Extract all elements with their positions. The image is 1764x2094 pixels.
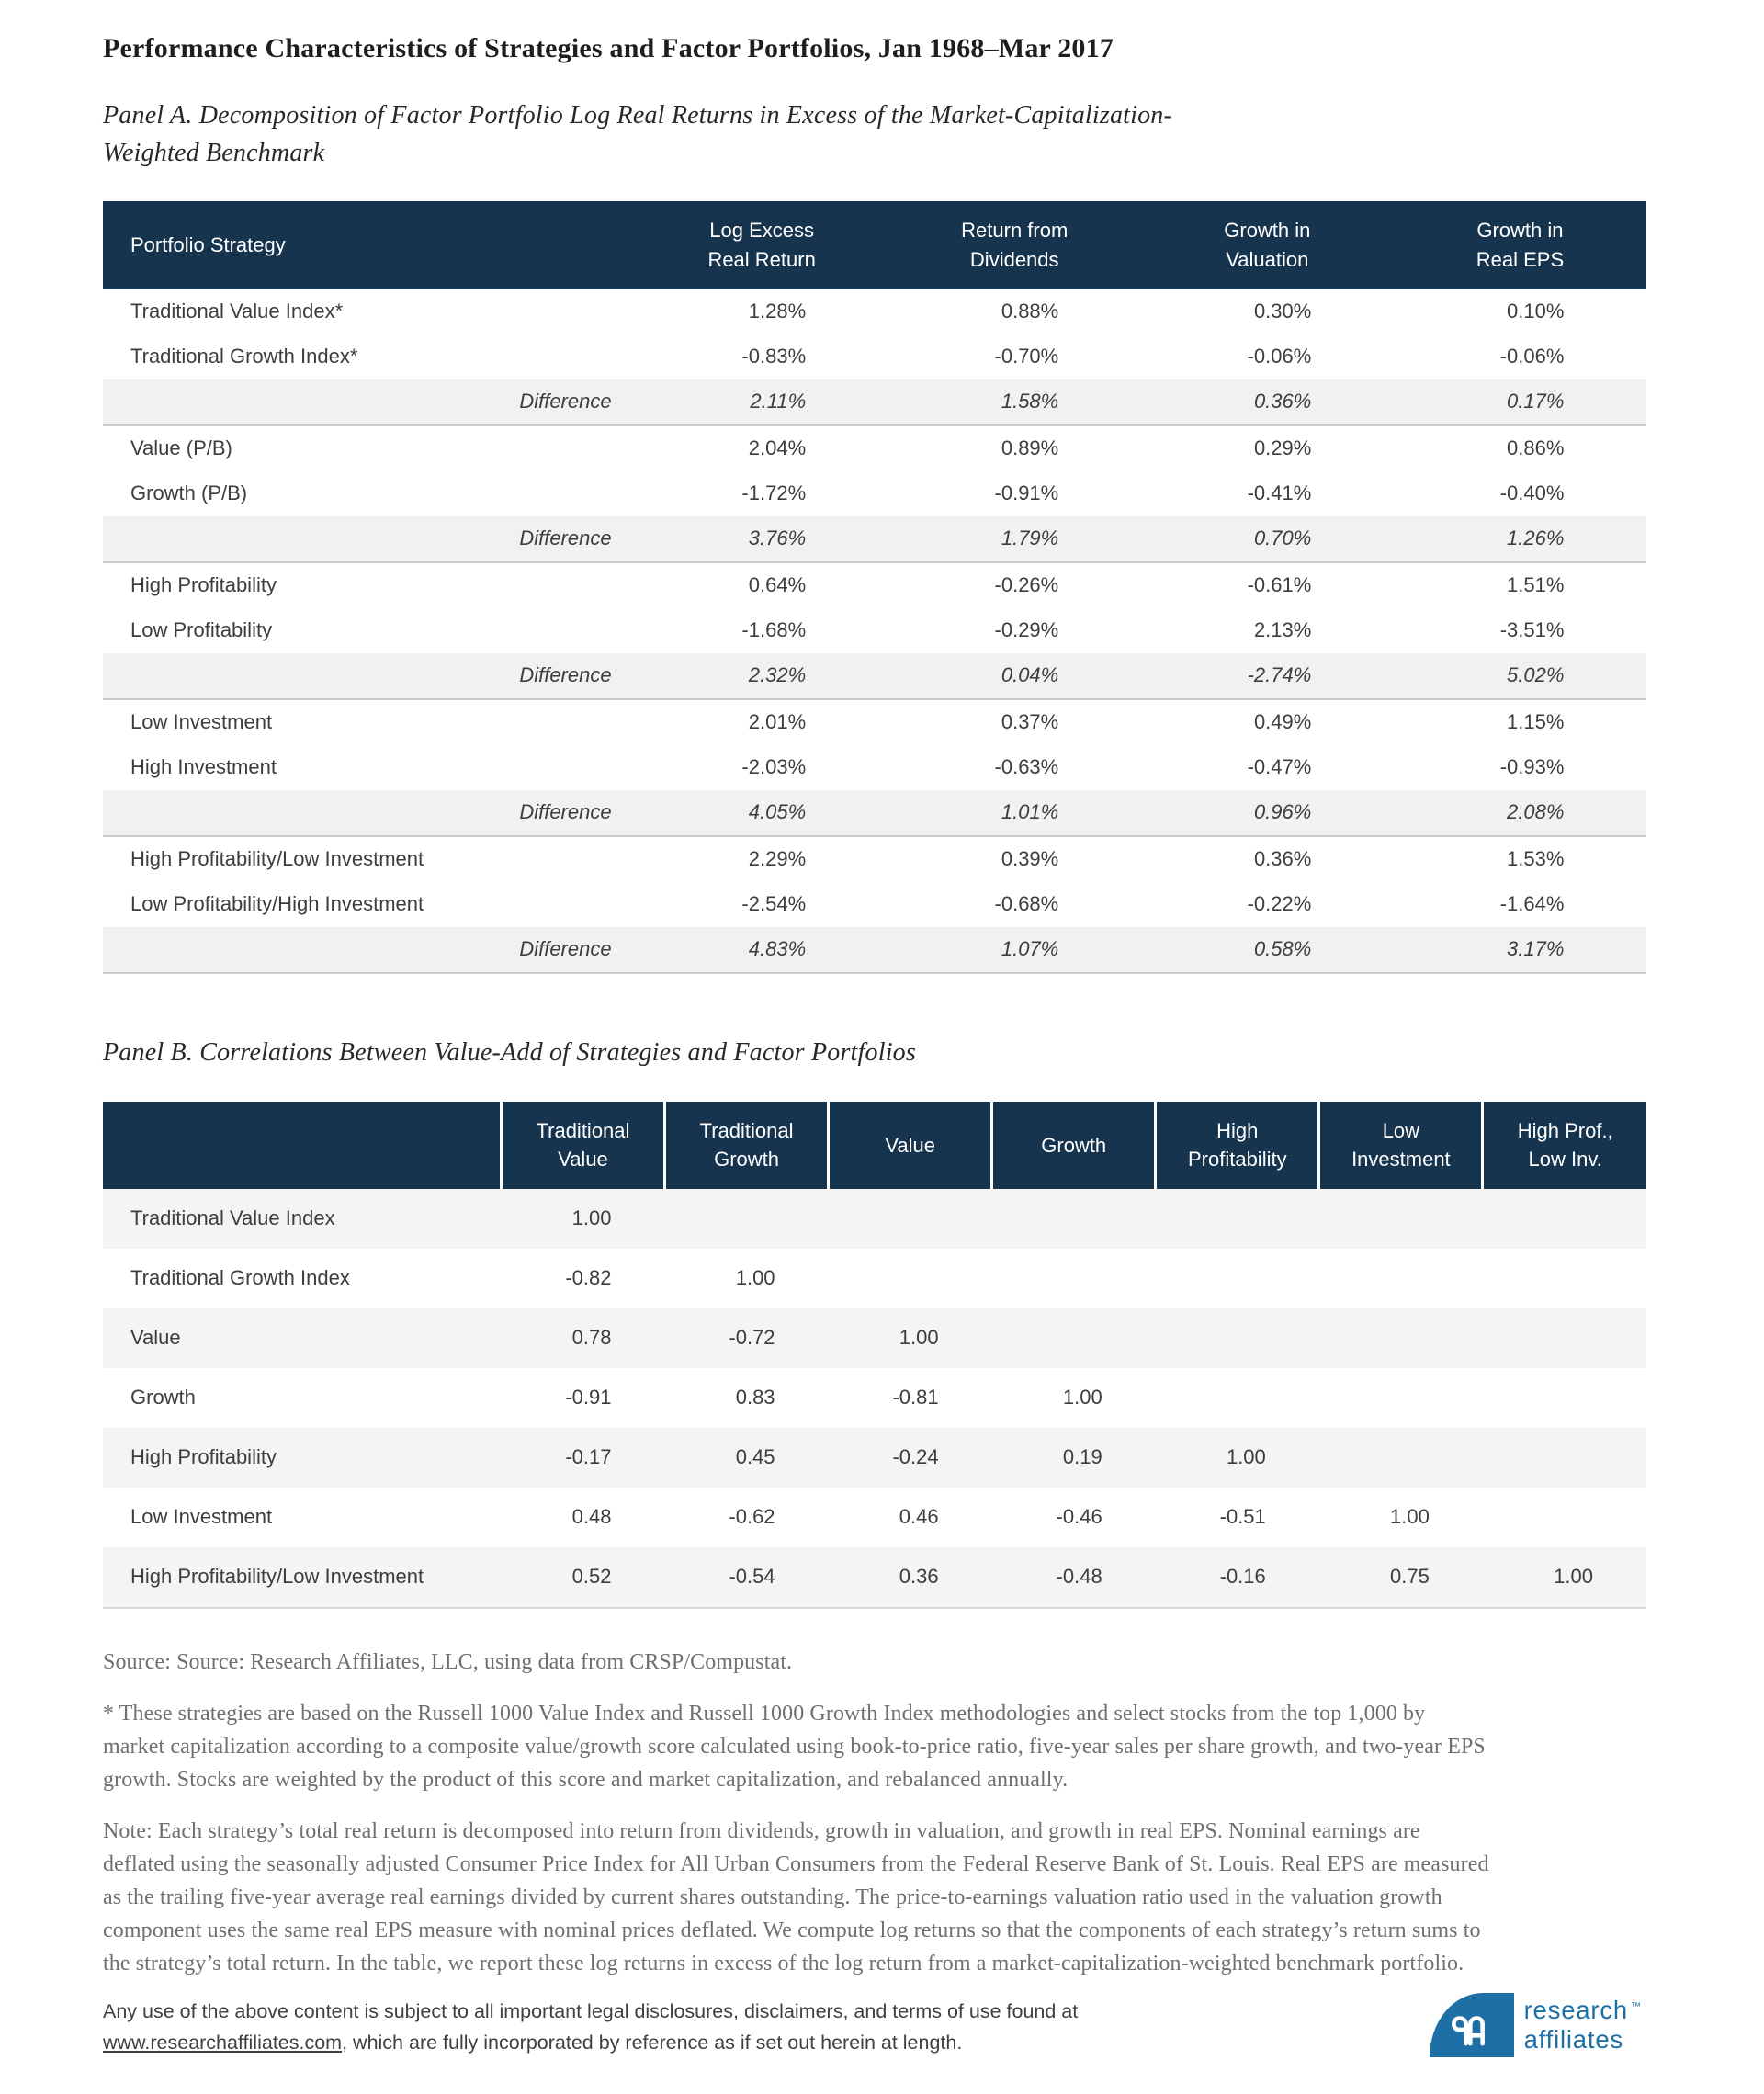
- row-label: Traditional Growth Index*: [130, 344, 358, 368]
- strategy-row: [103, 289, 1646, 334]
- column-header: [103, 1102, 501, 1190]
- value-cell: 1.00: [1554, 1565, 1593, 1589]
- value-cell: 1.00: [735, 1266, 775, 1290]
- value-cell: 1.00: [1062, 1386, 1102, 1409]
- disclaimer-text-before-link: Any use of the above content is subject to all important legal disclosures, disclaimers, and terms of use found at: [103, 2000, 1079, 2023]
- correlation-row: [103, 1547, 1646, 1608]
- value-cell: 2.13%: [1253, 617, 1312, 641]
- value-cell: -0.24: [892, 1445, 939, 1469]
- value-cell: -3.51%: [1499, 617, 1565, 641]
- value-cell: 3.76%: [748, 526, 807, 549]
- value-cell: 0.36%: [1253, 846, 1312, 870]
- value-cell: [1319, 1308, 1483, 1368]
- value-cell: 0.04%: [1001, 662, 1059, 686]
- value-cell: -0.22%: [1247, 891, 1312, 915]
- row-label: Traditional Value Index: [130, 1206, 335, 1230]
- research-affiliates-link[interactable]: www.researchaffiliates.com: [103, 2032, 343, 2054]
- value-cell: -0.48: [1056, 1565, 1102, 1589]
- panel-b-caption: Panel B. Correlations Between Value-Add of Strategies and Factor Portfolios: [103, 1037, 916, 1067]
- value-cell: -2.54%: [741, 891, 807, 915]
- row-label: Difference: [519, 526, 612, 549]
- value-cell: [1156, 1308, 1319, 1368]
- value-cell: 1.00: [899, 1326, 939, 1350]
- value-cell: 0.36%: [1253, 389, 1312, 413]
- value-cell: 0.64%: [748, 572, 807, 596]
- value-cell: [665, 1189, 829, 1249]
- value-cell: -0.51: [1219, 1505, 1266, 1529]
- difference-row: [103, 516, 1646, 562]
- strategy-row: [103, 334, 1646, 379]
- value-cell: 0.19: [1062, 1445, 1102, 1469]
- value-cell: [1156, 1249, 1319, 1308]
- value-cell: 0.37%: [1001, 709, 1059, 733]
- column-header: Growth in Real EPS: [1394, 201, 1646, 289]
- column-header: High Prof., Low Inv.: [1483, 1102, 1646, 1190]
- row-label: Growth: [130, 1386, 196, 1409]
- column-header: Traditional Growth: [665, 1102, 829, 1190]
- panel-b-table: [103, 1102, 1646, 1610]
- footer: [103, 1997, 1646, 2059]
- difference-row: [103, 927, 1646, 973]
- correlation-row: [103, 1488, 1646, 1547]
- value-cell: 2.32%: [748, 662, 807, 686]
- value-cell: 0.52: [571, 1565, 612, 1589]
- legal-disclaimer: [103, 1997, 1078, 2059]
- column-header: Growth in Valuation: [1141, 201, 1394, 289]
- value-cell: -0.72: [729, 1326, 775, 1350]
- row-label: Difference: [519, 389, 612, 413]
- value-cell: -2.74%: [1247, 662, 1312, 686]
- value-cell: -0.83%: [741, 344, 807, 368]
- row-label: Value (P/B): [130, 436, 232, 459]
- value-cell: 1.00: [571, 1206, 612, 1230]
- value-cell: [1483, 1189, 1646, 1249]
- logo-line-affiliates: affiliates: [1523, 2025, 1623, 2054]
- value-cell: 1.51%: [1507, 572, 1565, 596]
- value-cell: [829, 1189, 992, 1249]
- row-label: Low Profitability/High Investment: [130, 891, 424, 915]
- difference-row: [103, 790, 1646, 836]
- value-cell: [829, 1249, 992, 1308]
- panel-b-header: [103, 1102, 1646, 1190]
- source-note: Source: Source: Research Affiliates, LLC, using data from CRSP/Compustat.: [103, 1650, 793, 1675]
- footnote-methodology: Note: Each strategy’s total real return is decomposed into return from dividends, growth in valuation, and growth in real EPS. Nominal earnings are deflated using the seasonally adjusted Consumer Price Index for All Urban Consumers from the Federal Reserve Bank of St. Louis. Real EPS are measured as the trailing five-year average real earnings divided by current shares outstanding. The price-to-earnings valuation ratio used in the valuation growth component uses the same real EPS measure with nominal prices deflated. We compute log returns so that the components of each strategy’s return sums to the strategy’s total return. In the table, we report these log returns in excess of the log return from a market-capitalization-weighted benchmark portfolio.: [103, 1819, 1489, 1976]
- value-cell: 0.58%: [1253, 936, 1312, 960]
- value-cell: 4.05%: [748, 799, 807, 823]
- row-label: Low Profitability: [130, 617, 273, 641]
- value-cell: -0.47%: [1247, 754, 1312, 778]
- value-cell: [992, 1189, 1156, 1249]
- strategy-row: [103, 745, 1646, 790]
- value-cell: 0.45: [735, 1445, 775, 1469]
- value-cell: 4.83%: [748, 936, 807, 960]
- value-cell: -0.91: [565, 1386, 612, 1409]
- row-label: Difference: [519, 799, 612, 823]
- row-label: Traditional Growth Index: [130, 1266, 350, 1290]
- column-header: Log Excess Real Return: [636, 201, 888, 289]
- value-cell: -0.46: [1056, 1505, 1102, 1529]
- correlation-row: [103, 1368, 1646, 1428]
- value-cell: 0.86%: [1507, 436, 1565, 459]
- column-header: Traditional Value: [501, 1102, 664, 1190]
- value-cell: -0.06%: [1499, 344, 1565, 368]
- panel-a-body: [103, 289, 1646, 973]
- trademark-symbol: ™: [1631, 2001, 1641, 2013]
- value-cell: -0.40%: [1499, 481, 1565, 504]
- value-cell: -0.62: [729, 1505, 775, 1529]
- panel-a-table: [103, 201, 1646, 974]
- value-cell: [992, 1308, 1156, 1368]
- disclaimer-text-after-link: , which are fully incorporated by reference as if set out herein at length.: [342, 2032, 963, 2054]
- value-cell: 0.83: [735, 1386, 775, 1409]
- value-cell: 0.96%: [1253, 799, 1312, 823]
- row-label: Low Investment: [130, 709, 273, 733]
- ra-monogram-icon: [1430, 1993, 1514, 2057]
- value-cell: -0.61%: [1247, 572, 1312, 596]
- value-cell: [1319, 1428, 1483, 1488]
- value-cell: 1.26%: [1507, 526, 1565, 549]
- value-cell: -0.54: [729, 1565, 775, 1589]
- correlation-row: [103, 1249, 1646, 1308]
- column-header: Value: [829, 1102, 992, 1190]
- value-cell: -1.64%: [1499, 891, 1565, 915]
- value-cell: 0.70%: [1253, 526, 1312, 549]
- row-label: High Profitability: [130, 1445, 277, 1469]
- row-label: Low Investment: [130, 1505, 273, 1529]
- value-cell: 2.29%: [748, 846, 807, 870]
- value-cell: [992, 1249, 1156, 1308]
- strategy-row: [103, 471, 1646, 516]
- value-cell: 0.10%: [1507, 299, 1565, 323]
- value-cell: -0.63%: [994, 754, 1059, 778]
- value-cell: -0.16: [1219, 1565, 1266, 1589]
- column-header: Return from Dividends: [888, 201, 1141, 289]
- value-cell: -0.82: [565, 1266, 612, 1290]
- value-cell: 0.75: [1390, 1565, 1430, 1589]
- value-cell: 1.58%: [1001, 389, 1059, 413]
- value-cell: 2.08%: [1507, 799, 1565, 823]
- value-cell: 3.17%: [1507, 936, 1565, 960]
- row-label: Value: [130, 1326, 181, 1350]
- strategy-row: [103, 425, 1646, 471]
- row-label: Difference: [519, 936, 612, 960]
- value-cell: 0.89%: [1001, 436, 1059, 459]
- panel-a-caption: Panel A. Decomposition of Factor Portfolio Log Real Returns in Excess of the Market-Capitalization-Weighted Benchmark: [103, 101, 1173, 167]
- value-cell: -0.06%: [1247, 344, 1312, 368]
- value-cell: 0.48: [571, 1505, 612, 1529]
- value-cell: 2.01%: [748, 709, 807, 733]
- value-cell: -0.91%: [994, 481, 1059, 504]
- value-cell: [1483, 1249, 1646, 1308]
- value-cell: 0.17%: [1507, 389, 1565, 413]
- value-cell: 0.39%: [1001, 846, 1059, 870]
- value-cell: 1.00: [1390, 1505, 1430, 1529]
- row-label: Growth (P/B): [130, 481, 248, 504]
- value-cell: 1.07%: [1001, 936, 1059, 960]
- value-cell: 0.36: [899, 1565, 939, 1589]
- value-cell: -0.81: [892, 1386, 939, 1409]
- panel-b-body: [103, 1189, 1646, 1608]
- row-label: High Profitability/Low Investment: [130, 846, 424, 870]
- value-cell: 0.46: [899, 1505, 939, 1529]
- column-header: High Profitability: [1156, 1102, 1319, 1190]
- correlation-row: [103, 1428, 1646, 1488]
- value-cell: -0.68%: [994, 891, 1059, 915]
- value-cell: -0.29%: [994, 617, 1059, 641]
- value-cell: [1156, 1189, 1319, 1249]
- row-label: High Profitability/Low Investment: [130, 1565, 424, 1589]
- strategy-row: [103, 836, 1646, 882]
- value-cell: 1.28%: [748, 299, 807, 323]
- row-label: Difference: [519, 662, 612, 686]
- column-header: Low Investment: [1319, 1102, 1483, 1190]
- value-cell: [1156, 1368, 1319, 1428]
- panel-a-header: [103, 201, 1646, 289]
- value-cell: 1.79%: [1001, 526, 1059, 549]
- strategy-row: [103, 882, 1646, 927]
- strategy-row: [103, 562, 1646, 608]
- value-cell: 0.78: [571, 1326, 612, 1350]
- strategy-row: [103, 608, 1646, 653]
- value-cell: -0.93%: [1499, 754, 1565, 778]
- value-cell: 0.29%: [1253, 436, 1312, 459]
- row-label: High Profitability: [130, 572, 277, 596]
- difference-row: [103, 653, 1646, 699]
- value-cell: 0.88%: [1001, 299, 1059, 323]
- value-cell: 1.00: [1226, 1445, 1266, 1469]
- value-cell: [1483, 1308, 1646, 1368]
- value-cell: 2.11%: [750, 389, 807, 413]
- value-cell: -0.17: [565, 1445, 612, 1469]
- row-label: Traditional Value Index*: [130, 299, 344, 323]
- value-cell: [1319, 1249, 1483, 1308]
- correlation-row: [103, 1189, 1646, 1249]
- column-header: Growth: [992, 1102, 1156, 1190]
- value-cell: [1483, 1368, 1646, 1428]
- footnote-asterisk: * These strategies are based on the Russell 1000 Value Index and Russell 1000 Growth Index methodologies and select stocks from the top 1,000 by market capitalization according to a composite value/growth score calculated using book-to-price ratio, five-year sales per share growth, and two-year EPS growth. Stocks are weighted by the product of this score and market capitalization, and rebalanced annually.: [103, 1702, 1486, 1793]
- difference-row: [103, 379, 1646, 425]
- research-affiliates-logo: [1430, 1993, 1641, 2057]
- value-cell: -1.72%: [741, 481, 807, 504]
- value-cell: [1319, 1189, 1483, 1249]
- value-cell: 0.49%: [1253, 709, 1312, 733]
- value-cell: 1.01%: [1001, 799, 1059, 823]
- value-cell: -1.68%: [741, 617, 807, 641]
- strategy-row: [103, 699, 1646, 745]
- row-label: High Investment: [130, 754, 277, 778]
- value-cell: 1.15%: [1507, 709, 1565, 733]
- value-cell: 2.04%: [748, 436, 807, 459]
- value-cell: [1319, 1368, 1483, 1428]
- value-cell: [1483, 1488, 1646, 1547]
- value-cell: [1483, 1428, 1646, 1488]
- value-cell: 5.02%: [1507, 662, 1565, 686]
- value-cell: -2.03%: [741, 754, 807, 778]
- logo-wordmark: [1524, 1996, 1641, 2054]
- value-cell: 0.30%: [1253, 299, 1312, 323]
- column-header: Portfolio Strategy: [103, 201, 636, 289]
- page-title: Performance Characteristics of Strategies and Factor Portfolios, Jan 1968–Mar 2017: [103, 33, 1114, 63]
- value-cell: -0.41%: [1247, 481, 1312, 504]
- correlation-row: [103, 1308, 1646, 1368]
- value-cell: -0.70%: [994, 344, 1059, 368]
- logo-line-research: research ™: [1523, 1996, 1641, 2025]
- value-cell: -0.26%: [994, 572, 1059, 596]
- value-cell: 1.53%: [1507, 846, 1565, 870]
